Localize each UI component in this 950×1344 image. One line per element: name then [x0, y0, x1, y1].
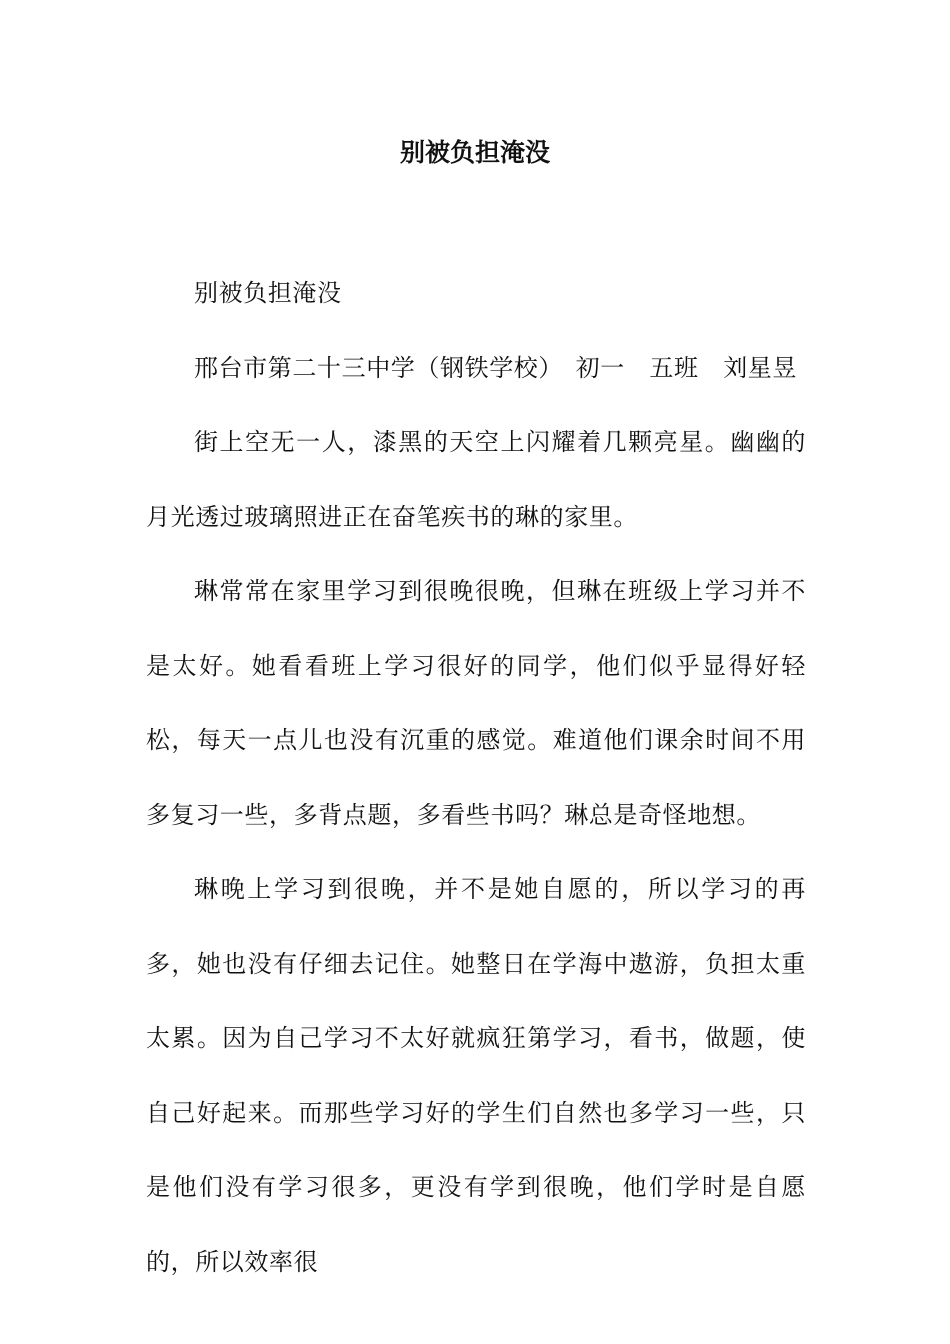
document-body — [146, 256, 806, 1299]
paragraph-2: 琳常常在家里学习到很晚很晚，但琳在班级上学习并不是太好。她看看班上学习很好的同学，他们似乎显得好轻松，每天一点儿也没有沉重的感觉。难道他们课余时间不用多复习一些，多背点题，多看些书吗？琳总是奇怪地想。 — [146, 577, 806, 829]
paragraph-3: 琳晚上学习到很晚，并不是她自愿的，所以学习的再多，她也没有仔细去记住。她整日在学海中遨游，负担太重太累。因为自己学习不太好就疯狂第学习，看书，做题，使自己好起来。而那些学习好的学生们自然也多学习一些，只是他们没有学习很多，更没有学到很晚，他们学时是自愿的，所以效率很 — [146, 875, 806, 1276]
document-title: 别被负担淹没 — [399, 138, 550, 167]
paragraph-subtitle: 别被负担淹没 — [194, 279, 342, 307]
paragraph-1: 街上空无一人，漆黑的天空上闪耀着几颗亮星。幽幽的月光透过玻璃照进正在奋笔疾书的琳的家里。 — [146, 428, 806, 531]
paragraph-author-line: 邢台市第二十三中学（钢铁学校） 初一 五班 刘星昱 — [194, 353, 797, 382]
